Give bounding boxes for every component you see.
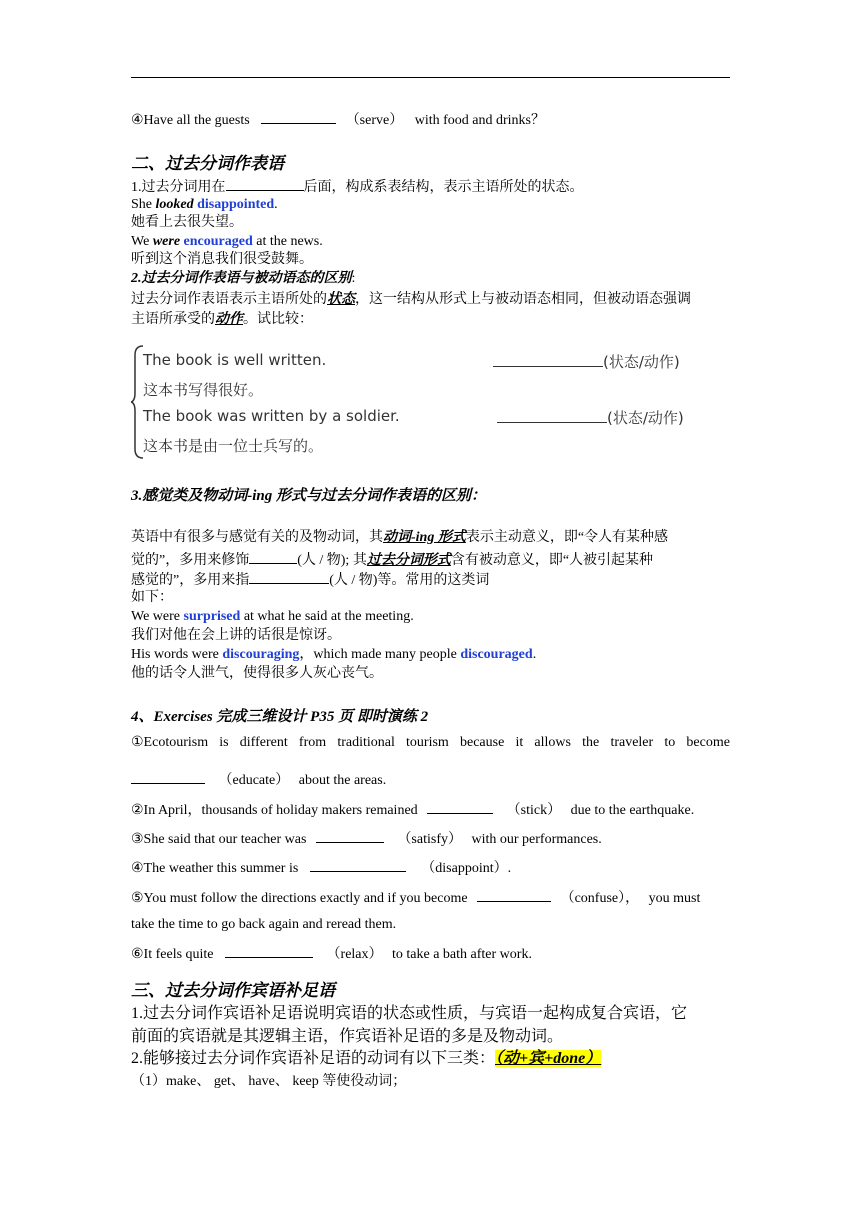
answer-blank[interactable] xyxy=(316,829,384,843)
exercise-item-6: ⑥It feels quite （relax） to take a bath after work. xyxy=(131,944,532,964)
exercise-item-5: ⑤You must follow the directions exactly and if you become （confuse）， you must xyxy=(131,888,700,908)
word: traveler xyxy=(610,735,654,750)
exercise-item-4-top xyxy=(131,110,545,130)
paragraph: 感觉的”，多用来指 (人 / 物)等。常用的这类词 xyxy=(131,570,489,590)
answer-blank[interactable] xyxy=(427,800,493,814)
word: the xyxy=(582,735,600,750)
answer-blank[interactable] xyxy=(261,110,336,124)
answer-blank[interactable] xyxy=(225,944,313,958)
answer-blank[interactable] xyxy=(131,770,205,784)
answer-blank[interactable] xyxy=(249,550,297,564)
section-title: 二、过去分词作表语 xyxy=(131,154,284,173)
formula-highlight: （动+宾+done） xyxy=(495,1050,602,1067)
comparison-box xyxy=(131,343,711,461)
paragraph: 觉的”，多用来修饰 (人 / 物); 其过去分词形式含有被动意义，即“人被引起某种 xyxy=(131,550,653,570)
paragraph: 1.过去分词作宾语补足语说明宾语的状态或性质，与宾语一起构成复合宾语，它 xyxy=(131,1005,688,1022)
paragraph: 前面的宾语就是其逻辑主语，作宾语补足语的多是及物动词。 xyxy=(131,1028,564,1045)
paragraph: 2.能够接过去分词作宾语补足语的动词有以下三类：（动+宾+done） xyxy=(131,1050,602,1067)
example-translation: 她看上去很失望。 xyxy=(131,215,243,230)
compare-sentence-2: The book was written by a soldier. xyxy=(143,407,400,425)
example-sentence: We were surprised at what he said at the meeting. xyxy=(131,609,414,624)
word: allows xyxy=(534,735,571,750)
compare-answer-1[interactable]: (状态/动作) xyxy=(493,351,680,372)
word: traditional xyxy=(337,735,395,750)
paragraph: 英语中有很多与感觉有关的及物动词，其动词-ing 形式表示主动意义，即“令人有某种感 xyxy=(131,530,669,545)
answer-blank[interactable] xyxy=(477,888,551,902)
word: ①Ecotourism xyxy=(131,735,209,750)
verb-hint: （serve） xyxy=(345,113,404,128)
compare-sentence-1: The book is well written. xyxy=(143,351,327,369)
item-text: with food and drinks？ xyxy=(414,113,545,128)
word: to xyxy=(664,735,676,750)
exercise-item-1 xyxy=(131,734,730,752)
word: different xyxy=(239,735,288,750)
example-translation: 听到这个消息我们很受鼓舞。 xyxy=(131,252,313,267)
word: because xyxy=(459,735,505,750)
word: become xyxy=(686,735,730,750)
example-sentence: She looked disappointed. xyxy=(131,197,278,212)
header-rule xyxy=(131,77,730,78)
paragraph: 过去分词作表语表示主语所处的状态，这一结构从形式上与被动语态相同，但被动语态强调 xyxy=(131,292,691,307)
answer-blank[interactable] xyxy=(310,858,406,872)
exercise-item-2: ②In April，thousands of holiday makers remained （stick） due to the earthquake. xyxy=(131,800,694,820)
answer-blank[interactable] xyxy=(249,570,329,584)
section-title: 三、过去分词作宾语补足语 xyxy=(131,981,335,1000)
exercise-item-3: ③She said that our teacher was （satisfy） with our performances. xyxy=(131,829,602,849)
exercise-item-1-cont: （educate） about the areas. xyxy=(131,770,386,790)
compare-translation-2: 这本书是由一位士兵写的。 xyxy=(143,437,324,455)
example-translation: 他的话令人泄气，使得很多人灰心丧气。 xyxy=(131,666,383,681)
compare-translation-1: 这本书写得很好。 xyxy=(143,381,264,399)
paragraph: 主语所承受的动作。试比较： xyxy=(131,312,313,327)
word: it xyxy=(515,735,524,750)
subsection-title: 3.感觉类及物动词-ing 形式与过去分词作表语的区别： xyxy=(131,488,487,504)
word: is xyxy=(219,735,229,750)
paragraph: 1.过去分词用在 后面，构成系表结构，表示主语所处的状态。 xyxy=(131,177,584,197)
answer-blank[interactable] xyxy=(226,177,304,191)
paragraph: 如下： xyxy=(131,590,173,605)
section-title: 4、Exercises 完成三维设计 P35 页 即时演练 2 xyxy=(131,709,429,725)
item-text: ④Have all the guests xyxy=(131,113,250,128)
example-sentence: We were encouraged at the news. xyxy=(131,234,323,249)
exercise-item-4: ④The weather this summer is （disappoint）. xyxy=(131,858,511,878)
paragraph: （1）make、 get、 have、 keep 等使役动词； xyxy=(131,1074,407,1089)
exercise-item-5-cont: take the time to go back again and reread them. xyxy=(131,917,397,932)
example-translation: 我们对他在会上讲的话很是惊讶。 xyxy=(131,628,341,643)
word: tourism xyxy=(406,735,449,750)
subsection-title: 2.过去分词作表语与被动语态的区别: xyxy=(131,271,356,286)
word: from xyxy=(298,735,327,750)
example-sentence: His words were discouraging，which made many people discouraged. xyxy=(131,647,537,662)
compare-answer-2[interactable]: (状态/动作) xyxy=(497,407,684,428)
